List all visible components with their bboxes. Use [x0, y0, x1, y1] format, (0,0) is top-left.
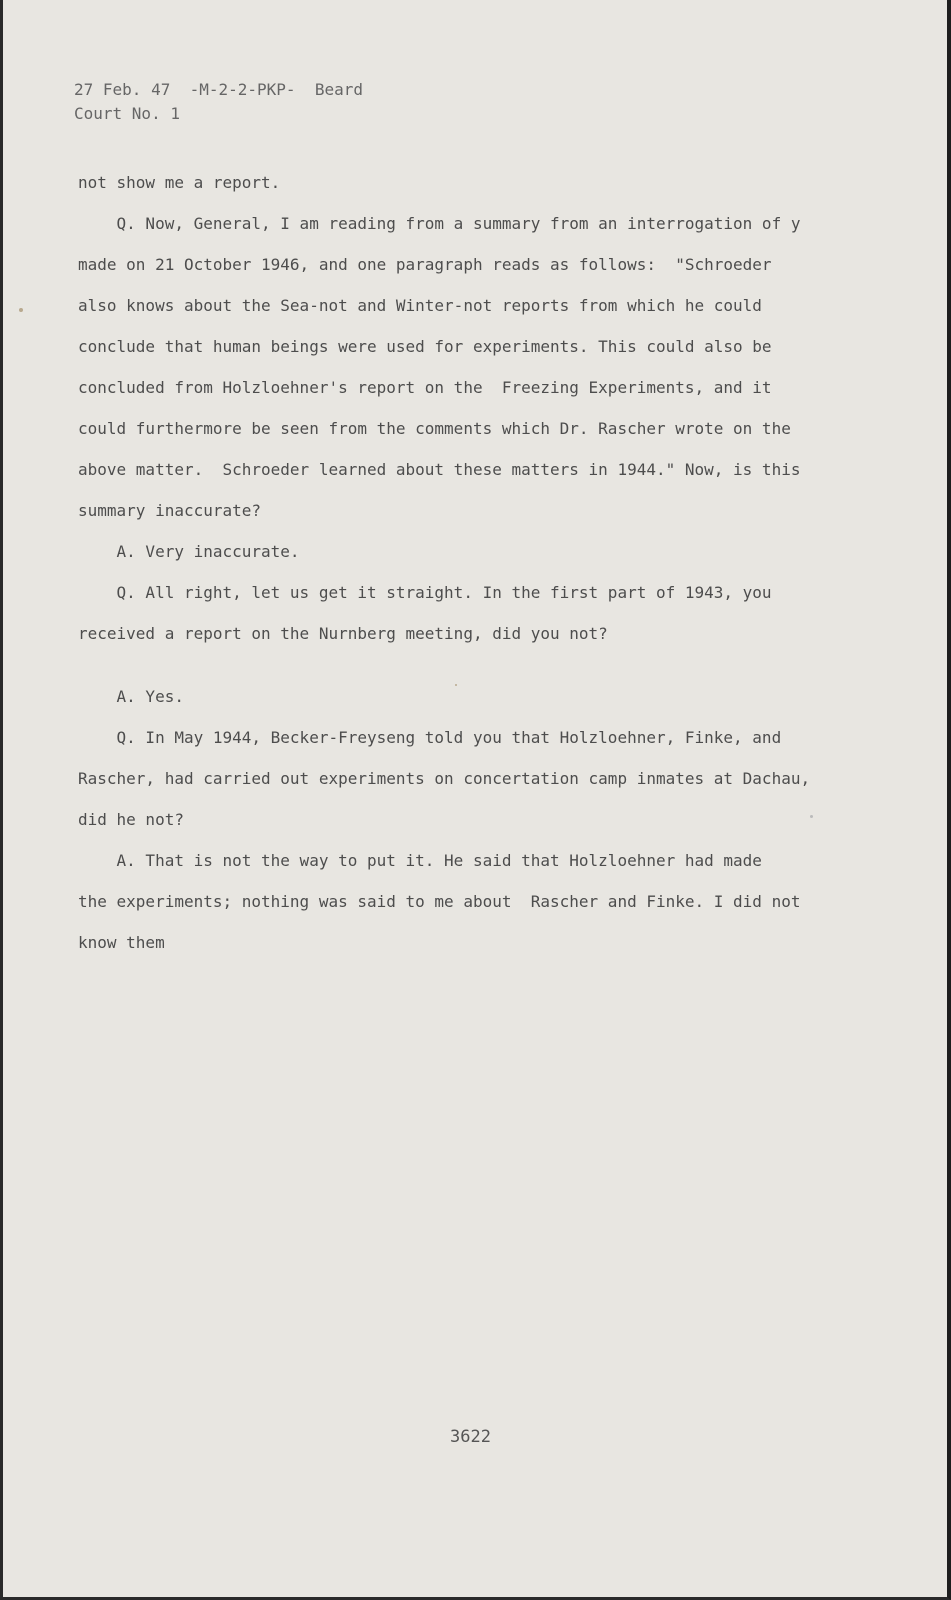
transcript-line: Rascher, had carried out experiments on concertation camp inmates at Dachau, — [78, 769, 811, 788]
page-number: 3622 — [450, 1427, 491, 1447]
transcript-line: Q. All right, let us get it straight. In the first part of 1943, you — [78, 583, 772, 602]
transcript-line: above matter. Schroeder learned about these matters in 1944." Now, is this — [78, 460, 801, 479]
transcript-body — [78, 162, 853, 963]
transcript-line: concluded from Holzloehner's report on the Freezing Experiments, and it — [78, 378, 772, 397]
header-court-line: Court No. 1 — [74, 104, 180, 123]
transcript-line: the experiments; nothing was said to me about Rascher and Finke. I did not — [78, 892, 801, 911]
paper-speck — [810, 815, 813, 818]
paper-speck — [19, 308, 23, 312]
transcript-line: A. Yes. — [78, 687, 184, 706]
transcript-line: made on 21 October 1946, and one paragraph reads as follows: "Schroeder — [78, 255, 772, 274]
transcript-line: could furthermore be seen from the comments which Dr. Rascher wrote on the — [78, 419, 791, 438]
transcript-line: conclude that human beings were used for experiments. This could also be — [78, 337, 772, 356]
document-header — [74, 78, 363, 126]
paragraph-gap — [78, 654, 853, 676]
transcript-line: did he not? — [78, 810, 184, 829]
transcript-line: also knows about the Sea-not and Winter-not reports from which he could — [78, 296, 762, 315]
transcript-line: summary inaccurate? — [78, 501, 262, 520]
transcript-line: A. That is not the way to put it. He said that Holzloehner had made — [78, 851, 762, 870]
transcript-line: know them — [78, 933, 165, 952]
paper-speck — [455, 684, 457, 686]
transcript-line: received a report on the Nurnberg meeting, did you not? — [78, 624, 608, 643]
transcript-line: not show me a report. — [78, 173, 281, 192]
transcript-line: Q. Now, General, I am reading from a summary from an interrogation of y — [78, 214, 801, 233]
transcript-line: A. Very inaccurate. — [78, 542, 300, 561]
transcript-line: Q. In May 1944, Becker-Freyseng told you that Holzloehner, Finke, and — [78, 728, 782, 747]
header-date-line: 27 Feb. 47 -M-2-2-PKP- Beard — [74, 80, 363, 99]
